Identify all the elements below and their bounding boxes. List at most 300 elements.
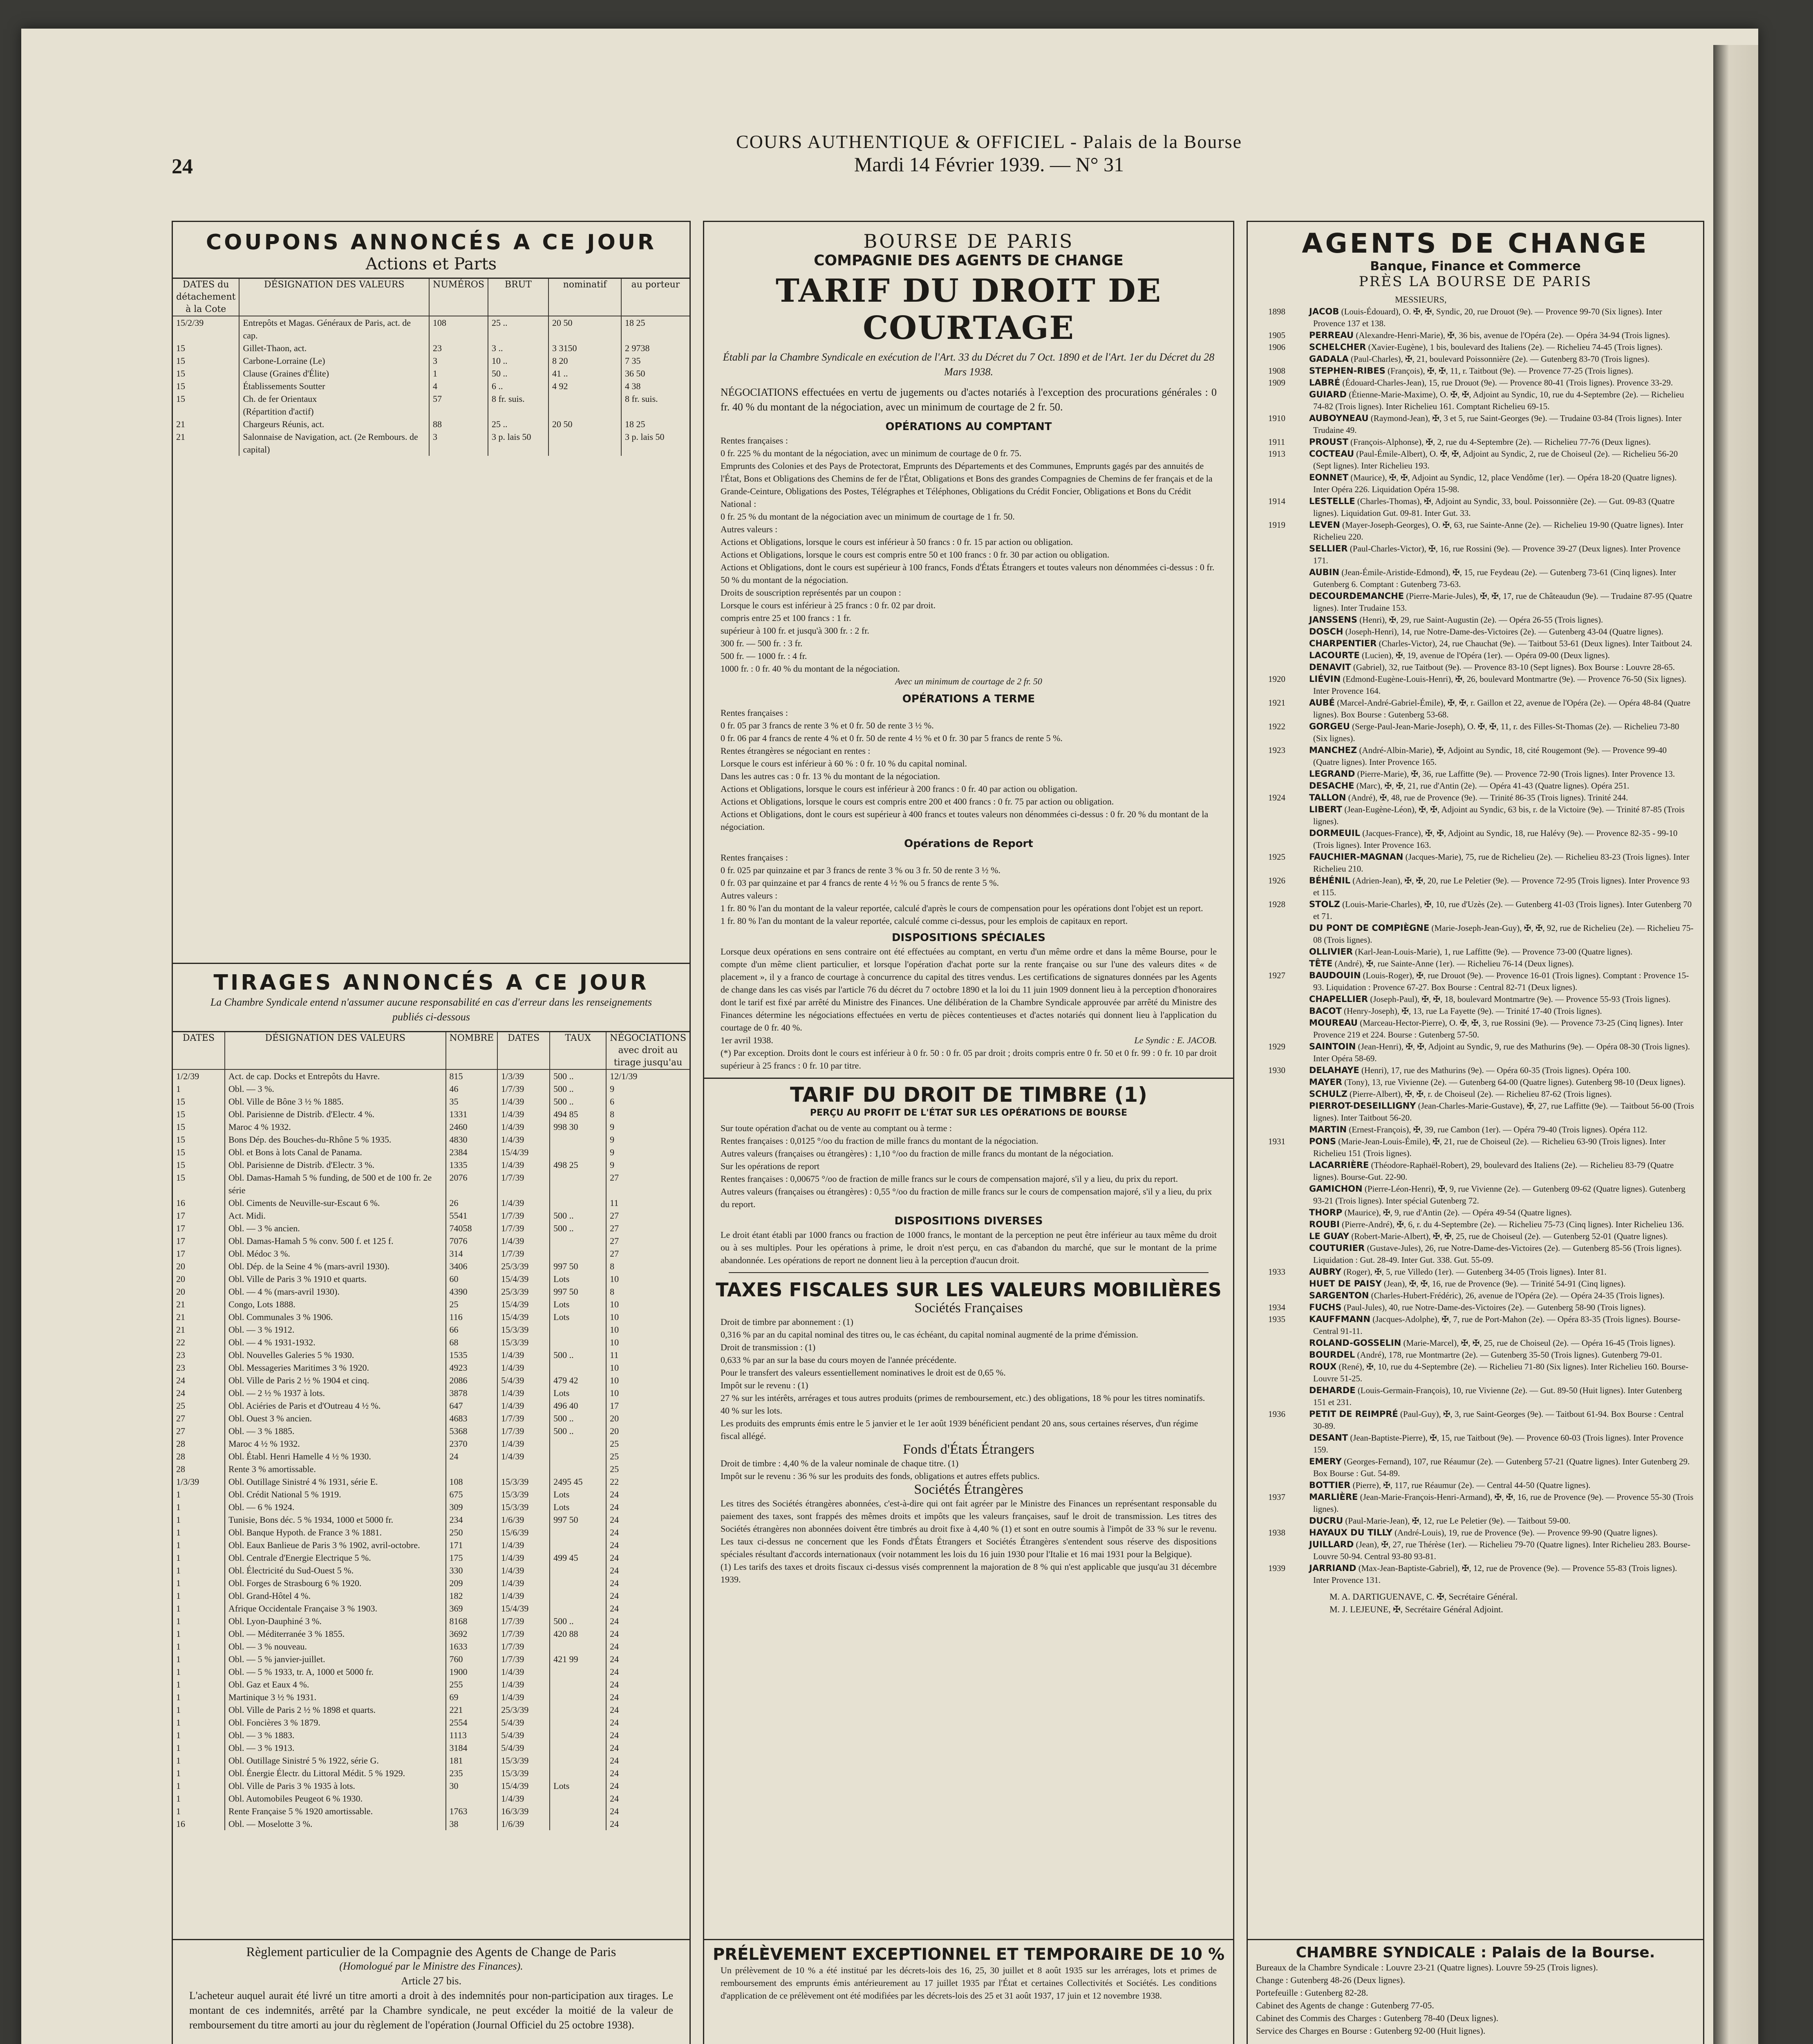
tirage-cell bbox=[550, 1526, 606, 1539]
agent-year: 1938 bbox=[1268, 1528, 1285, 1537]
tirage-cell: 23 bbox=[176, 1363, 185, 1373]
tirage-cell bbox=[550, 1133, 606, 1146]
coupons-blank bbox=[173, 456, 689, 963]
tirage-cell: Lots bbox=[550, 1488, 606, 1501]
tirage-cell: 15 bbox=[176, 1096, 185, 1107]
agent-year: 1920 bbox=[1268, 674, 1285, 684]
tirage-cell: 15 bbox=[176, 1109, 185, 1119]
agent-detail: (François-Alphonse), ✠, 2, rue du 4-Septembre (2e). — Richelieu 77-76 (Deux lignes). bbox=[1350, 437, 1651, 447]
coupon-row bbox=[173, 354, 689, 367]
tirage-cell: 24 bbox=[606, 1678, 689, 1691]
tirage-cell: 15 bbox=[176, 1147, 185, 1157]
tirage-cell bbox=[497, 1463, 550, 1475]
coupon-cell: 108 bbox=[429, 316, 488, 342]
report-line: 1 fr. 80 % l'an du montant de la valeur reportée, calculé comme ci-dessus, pour les emplois de capitaux en report. bbox=[721, 916, 1128, 926]
agent-entry bbox=[1248, 1183, 1695, 1207]
agent-entry bbox=[1248, 804, 1695, 827]
agent-name: DESACHE bbox=[1309, 781, 1354, 791]
tirage-row bbox=[173, 1741, 689, 1754]
tirage-row bbox=[173, 1615, 689, 1627]
tirage-cell: 8 bbox=[606, 1260, 689, 1273]
tirage-cell: 35 bbox=[446, 1095, 498, 1108]
tirage-cell: Act. Midi. bbox=[225, 1209, 446, 1222]
agent-name: GORGEU bbox=[1309, 722, 1350, 731]
tirage-cell: 234 bbox=[446, 1513, 498, 1526]
tirage-row bbox=[173, 1387, 689, 1399]
tirage-cell: 1/4/39 bbox=[497, 1108, 550, 1121]
agent-name: PIERROT-DESEILLIGNY bbox=[1309, 1101, 1416, 1111]
tirage-cell: 1633 bbox=[446, 1640, 498, 1653]
agent-entry bbox=[1248, 1124, 1695, 1136]
tirage-cell: 15/4/39 bbox=[497, 1602, 550, 1615]
agent-name: PROUST bbox=[1309, 437, 1348, 447]
tirage-cell: 815 bbox=[446, 1069, 498, 1083]
tirage-cell: Obl. — 4 % 1931-1932. bbox=[225, 1336, 446, 1349]
tirage-cell: 25 bbox=[446, 1298, 498, 1311]
agent-detail: (Ernest-François), ✠, 39, rue Cambon (1er). — Opéra 79-40 (Trois lignes). Opéra 112. bbox=[1349, 1125, 1647, 1134]
tirage-row bbox=[173, 1069, 689, 1083]
tirage-cell: 24 bbox=[606, 1564, 689, 1577]
agent-name: AUBOYNEAU bbox=[1309, 413, 1369, 423]
tirage-cell: 1 bbox=[176, 1654, 181, 1664]
agent-entry bbox=[1248, 1349, 1695, 1361]
tirage-cell: 1 bbox=[176, 1755, 181, 1766]
agent-name: MARTIN bbox=[1309, 1125, 1347, 1134]
agent-year: 1909 bbox=[1268, 378, 1285, 388]
tirage-cell: 500 .. bbox=[550, 1615, 606, 1627]
agent-entry bbox=[1248, 899, 1695, 922]
agent-year: 1898 bbox=[1268, 307, 1285, 316]
tirage-row bbox=[173, 1539, 689, 1551]
tirage-cell: 15 bbox=[176, 1160, 185, 1170]
reglement-section bbox=[173, 1939, 689, 2033]
tirage-cell: 1 bbox=[176, 1705, 181, 1715]
coupon-cell: 4 38 bbox=[621, 380, 689, 392]
reglement-subtitle: (Homologué par le Ministre des Finances). bbox=[339, 1960, 523, 1972]
tirage-cell: 1/4/39 bbox=[497, 1387, 550, 1399]
agent-detail: (Karl-Jean-Louis-Marie), 1, rue Laffitte (9e). — Provence 73-00 (Quatre lignes). bbox=[1355, 947, 1633, 957]
agent-detail: (Joseph-Henri), 14, rue Notre-Dame-des-Victoires (2e). — Gutenberg 43-04 (Quatre lignes). bbox=[1345, 627, 1663, 637]
tirage-cell: 24 bbox=[606, 1754, 689, 1767]
coupon-row bbox=[173, 418, 689, 430]
comptant-line: Actions et Obligations, lorsque le cours est inférieur à 50 francs : 0 fr. 15 par action ou obligation. bbox=[721, 537, 1073, 547]
tirage-cell: 1/4/39 bbox=[497, 1792, 550, 1805]
tirage-row bbox=[173, 1488, 689, 1501]
tirage-cell: 760 bbox=[446, 1653, 498, 1665]
francaises-line: Pour le transfert des valeurs essentiellement nominatives le droit est de 0,65 %. bbox=[721, 1367, 1006, 1378]
coupon-cell: 15 bbox=[176, 394, 185, 404]
terme-line: Rentes françaises : bbox=[721, 708, 788, 718]
tirage-cell: 10 bbox=[606, 1387, 689, 1399]
tirage-row bbox=[173, 1792, 689, 1805]
tirages-title: TIRAGES ANNONCÉS A CE JOUR bbox=[213, 970, 649, 995]
tirage-cell bbox=[550, 1437, 606, 1450]
tirage-cell: 24 bbox=[606, 1526, 689, 1539]
agent-detail: (Charles-Hubert-Frédéric), 26, avenue de l'Opéra (2e). — Opéra 24-35 (Trois lignes). bbox=[1371, 1291, 1665, 1300]
agent-entry bbox=[1248, 1219, 1695, 1230]
tirage-cell: 369 bbox=[446, 1602, 498, 1615]
coupon-cell: 3 .. bbox=[488, 342, 548, 354]
timbre-title: TARIF DU DROIT DE TIMBRE (1) bbox=[790, 1083, 1147, 1107]
timbre-subtitle: PERÇU AU PROFIT DE L'ÉTAT SUR LES OPÉRATIONS DE BOURSE bbox=[810, 1108, 1128, 1118]
agent-name: ROUX bbox=[1309, 1362, 1337, 1372]
tirage-cell: 27 bbox=[176, 1426, 185, 1436]
agent-entry bbox=[1248, 946, 1695, 958]
agent-entry bbox=[1248, 329, 1695, 341]
agent-entry bbox=[1248, 341, 1695, 353]
tirage-cell: 116 bbox=[446, 1311, 498, 1323]
tirage-cell: 24 bbox=[606, 1818, 689, 1830]
comptant-line: supérieur à 100 fr. et jusqu'à 300 fr. : 2 fr. bbox=[721, 625, 869, 636]
agent-entry bbox=[1248, 768, 1695, 780]
tirage-cell: 997 50 bbox=[550, 1260, 606, 1273]
tirage-cell: 3692 bbox=[446, 1627, 498, 1640]
agent-name: OLLIVIER bbox=[1309, 947, 1353, 957]
tirage-cell: 500 .. bbox=[550, 1095, 606, 1108]
agent-entry bbox=[1248, 1242, 1695, 1266]
right-column bbox=[1247, 221, 1704, 2044]
agent-name: SCHELCHER bbox=[1309, 342, 1366, 352]
tirage-cell: Congo, Lots 1888. bbox=[225, 1298, 446, 1311]
minimum-note: Avec un minimum de courtage de 2 fr. 50 bbox=[895, 676, 1042, 686]
agent-entry bbox=[1248, 412, 1695, 436]
coupon-row bbox=[173, 316, 689, 342]
agent-name: CHARPENTIER bbox=[1309, 639, 1377, 648]
tirage-cell: 27 bbox=[606, 1222, 689, 1235]
tirage-cell: 21 bbox=[176, 1312, 185, 1322]
agent-detail: (Pierre-Albert), ✠, ✠, r. de Choiseul (2e). — Richelieu 87-62 (Trois lignes). bbox=[1350, 1089, 1612, 1099]
agent-entry bbox=[1248, 1527, 1695, 1539]
tirage-cell: 28 bbox=[176, 1451, 185, 1461]
tirage-cell: 255 bbox=[446, 1678, 498, 1691]
tirage-cell: Obl. Ciments de Neuville-sur-Escaut 6 %. bbox=[225, 1197, 446, 1209]
tirage-cell: 1 bbox=[176, 1603, 181, 1614]
agent-name: KAUFFMANN bbox=[1309, 1314, 1370, 1324]
tirage-cell: 10 bbox=[606, 1311, 689, 1323]
coupon-cell: 8 fr. suis. bbox=[488, 392, 548, 405]
agent-detail: (Pierre), ✠, 117, rue Réaumur (2e). — Central 44-50 (Quatre lignes). bbox=[1352, 1480, 1591, 1490]
tirage-row bbox=[173, 1475, 689, 1488]
tirage-cell: 1 bbox=[176, 1616, 181, 1626]
agent-detail: (Edmond-Eugène-Louis-Henri), ✠, 26, boulevard Montmartre (9e). — Provence 76-50 (Six lignes). Inter Provence 164. bbox=[1313, 674, 1686, 696]
tirages-section bbox=[173, 963, 689, 1031]
tirage-cell: 1/7/39 bbox=[497, 1171, 550, 1197]
tirage-cell: Obl. — 2 ½ % 1937 à lots. bbox=[225, 1387, 446, 1399]
coupon-cell: 2 9738 bbox=[621, 342, 689, 354]
tirage-cell: 10 bbox=[606, 1273, 689, 1285]
agent-detail: (Jean), ✠, ✠, 16, rue de Provence (9e). — Trinité 54-91 (Cinq lignes). bbox=[1383, 1279, 1626, 1289]
tirage-cell: 24 bbox=[606, 1551, 689, 1564]
agent-year: 1924 bbox=[1268, 793, 1285, 802]
tirage-cell: 15/3/39 bbox=[497, 1754, 550, 1767]
tirage-row bbox=[173, 1665, 689, 1678]
agent-name: JANSSENS bbox=[1309, 615, 1357, 625]
timbre-line: Autres valeurs (françaises ou étrangères) : 1,10 °/oo du fraction de mille francs du montant de la négociation. bbox=[721, 1148, 1114, 1159]
tirage-cell: 1/4/39 bbox=[497, 1437, 550, 1450]
tirage-cell: Obl. Lyon-Dauphiné 3 %. bbox=[225, 1615, 446, 1627]
agent-entry bbox=[1248, 721, 1695, 744]
tirage-cell: 1/4/39 bbox=[497, 1121, 550, 1133]
agent-entry bbox=[1248, 792, 1695, 804]
tirage-cell: 11 bbox=[606, 1349, 689, 1361]
tirage-cell: 24 bbox=[606, 1716, 689, 1729]
agent-name: LABRÉ bbox=[1309, 378, 1341, 388]
agent-entry bbox=[1248, 993, 1695, 1005]
agent-detail: (Marie-Marcel), ✠, ✠, 25, rue de Choiseul (2e). — Opéra 16-45 (Trois lignes). bbox=[1403, 1338, 1675, 1348]
tirage-cell: Act. de cap. Docks et Entrepôts du Havre. bbox=[225, 1069, 446, 1083]
tirage-cell: 1/4/39 bbox=[497, 1551, 550, 1564]
tirage-cell: 1 bbox=[176, 1515, 181, 1525]
tirage-cell: 17 bbox=[176, 1236, 185, 1246]
agent-entry bbox=[1248, 744, 1695, 768]
agent-entry bbox=[1248, 780, 1695, 792]
coupon-cell: 4 bbox=[429, 380, 488, 392]
tirage-cell: 1/7/39 bbox=[497, 1222, 550, 1235]
tirage-cell bbox=[550, 1463, 606, 1475]
agent-entry bbox=[1248, 1278, 1695, 1290]
tirage-cell: 24 bbox=[606, 1488, 689, 1501]
tirage-cell: 10 bbox=[606, 1374, 689, 1387]
tirage-row bbox=[173, 1678, 689, 1691]
agent-detail: (Marc), ✠, ✠, 21, rue d'Antin (2e). — Opéra 41-43 (Quatre lignes). Opéra 251. bbox=[1356, 781, 1629, 791]
coupon-cell bbox=[548, 405, 621, 418]
agent-detail: (Max-Jean-Baptiste-Gabriel), ✠, 12, rue de Provence (9e). — Provence 55-83 (Trois lignes). Inter Provence 131. bbox=[1313, 1563, 1677, 1585]
agent-detail: (Pierre-André), ✠, 6, r. du 4-Septembre (2e). — Richelieu 75-73 (Cinq lignes). Inter Richelieu 136. bbox=[1342, 1219, 1684, 1229]
tirage-cell: Obl. Crédit National 5 % 1919. bbox=[225, 1488, 446, 1501]
coupons-col-brut: BRUT bbox=[488, 279, 548, 316]
agent-detail: (Gustave-Jules), 26, rue Notre-Dame-des-Victoires (2e). — Gutenberg 85-56 (Trois lignes). Liquidation : Gut. 28-49. Inter Gut. 338. Gut. 55-09. bbox=[1313, 1243, 1682, 1265]
comptant-line: Actions et Obligations, lorsque le cours est compris entre 50 et 100 francs : 0 fr. 30 par action ou obligation. bbox=[721, 549, 1110, 560]
tirage-cell: 1 bbox=[176, 1730, 181, 1740]
prelevement-title: PRÉLÈVEMENT EXCEPTIONNEL ET TEMPORAIRE DE 10 % bbox=[712, 1945, 1225, 1964]
tirage-cell: 1331 bbox=[446, 1108, 498, 1121]
agent-entry bbox=[1248, 1230, 1695, 1242]
tirage-row bbox=[173, 1133, 689, 1146]
tirage-cell: 25 bbox=[606, 1437, 689, 1450]
comptant-line: 0 fr. 225 % du montant de la négociation, avec un minimum de courtage de 0 fr. 75. bbox=[721, 448, 1022, 458]
tirage-cell: Obl. Damas-Hamah 5 % conv. 500 f. et 125 f. bbox=[225, 1235, 446, 1247]
coupon-cell: 21 bbox=[176, 419, 185, 429]
tirage-cell: 69 bbox=[446, 1691, 498, 1703]
timbre-line: Rentes françaises : 0,00675 °/oo de fraction de mille francs sur le cours de compensation majoré, s'il y a lieu, du prix du report. bbox=[721, 1174, 1178, 1184]
tirage-row bbox=[173, 1767, 689, 1780]
tirage-cell bbox=[446, 1792, 498, 1805]
agent-entry bbox=[1248, 1539, 1695, 1562]
tirage-cell: 1/4/39 bbox=[497, 1349, 550, 1361]
agent-detail: (André-Albin-Marie), ✠, Adjoint au Syndic, 18, cité Rougemont (9e). — Provence 99-40 (Quatre lignes). Inter Provence 165. bbox=[1313, 745, 1667, 767]
tirage-cell: 25/3/39 bbox=[497, 1703, 550, 1716]
coupon-row bbox=[173, 342, 689, 354]
coupon-cell: 21 bbox=[176, 432, 185, 442]
tirage-cell: Obl. Centrale d'Energie Electrique 5 %. bbox=[225, 1551, 446, 1564]
agent-entry bbox=[1248, 1479, 1695, 1491]
agent-entry bbox=[1248, 436, 1695, 448]
tirage-cell: Obl. Électricité du Sud-Ouest 5 %. bbox=[225, 1564, 446, 1577]
agent-name: SAINTOIN bbox=[1309, 1042, 1356, 1051]
tirage-cell: 15/4/39 bbox=[497, 1146, 550, 1159]
tirage-cell: 182 bbox=[446, 1589, 498, 1602]
tirage-row bbox=[173, 1146, 689, 1159]
tirage-cell: 479 42 bbox=[550, 1374, 606, 1387]
agent-name: DU PONT DE COMPIÈGNE bbox=[1309, 923, 1430, 933]
tirage-row bbox=[173, 1260, 689, 1273]
speciales-text: Lorsque deux opérations en sens contraire ont été effectuées au comptant, en vertu d'un même ordre et dans la même Bourse, pour le compte d'un même client particulier, et lorsque l'opération d'achat porte sur la rente française ou sur l'une des valeurs dites « de placement », il y a franco de courtage à concurrence du capital des titres vendus. Les certifications de signatures données par les Agents de change dans les cas visés par l'article 76 du décret du 7 octobre 1890 et la loi du 11 juin 1909 donnent lieu à la perception d'honoraires dont le tarif est fixé par arrêté du Ministre des Finances. Une délibération de la Chambre Syndicale approuvée par arrêté du Ministre des Finances détermine les négociations effectuées en vertu de pièces contentieuses et d'actes notariés qui donnent lieu à l'application du courtage de 0 fr. 40 %. bbox=[721, 946, 1217, 1033]
agent-year: 1934 bbox=[1268, 1302, 1285, 1312]
tirage-row bbox=[173, 1323, 689, 1336]
tirage-cell: Obl. Aciéries de Paris et d'Outreau 4 ½ %. bbox=[225, 1399, 446, 1412]
tirage-cell: 20 bbox=[606, 1425, 689, 1437]
tirage-cell bbox=[550, 1665, 606, 1678]
agent-entry bbox=[1248, 673, 1695, 697]
agent-year: 1911 bbox=[1268, 437, 1285, 447]
tirage-cell bbox=[550, 1691, 606, 1703]
tirage-cell: 25/3/39 bbox=[497, 1260, 550, 1273]
tirage-row bbox=[173, 1412, 689, 1425]
agent-detail: (André), ✠, rue Sainte-Anne (1er). — Richelieu 76-14 (Deux lignes). bbox=[1334, 959, 1574, 968]
francaises-line: Droit de timbre par abonnement : (1) bbox=[721, 1317, 854, 1327]
agent-detail: (Marcel-André-Gabriel-Émile), ✠, ✠, r. Gaillon et 22, avenue de l'Opéra (2e). — Opéra 48-84 (Quatre lignes). Box Bourse : Gutenberg 53-68. bbox=[1313, 698, 1690, 719]
agent-year: 1913 bbox=[1268, 449, 1285, 459]
tirage-row bbox=[173, 1209, 689, 1222]
coupon-cell: 4 92 bbox=[548, 380, 621, 392]
tirage-cell: 10 bbox=[606, 1323, 689, 1336]
agent-entry bbox=[1248, 1515, 1695, 1527]
tirage-cell: 46 bbox=[446, 1083, 498, 1095]
tirage-cell bbox=[550, 1716, 606, 1729]
tirage-cell: 24 bbox=[606, 1729, 689, 1741]
tirage-cell: 171 bbox=[446, 1539, 498, 1551]
tirage-row bbox=[173, 1640, 689, 1653]
comptant-line: Emprunts des Colonies et des Pays de Protectorat, Emprunts des Départements et des Communes, Emprunts gagés par des annuités de l'État, Bons et Obligations des Chemins de fer de l'État, Obligations et Bons des grandes Compagnies de Chemins de fer français et de la Grande-Ceinture, Obligations des Postes, Télégraphes et Téléphones, Obligations du Crédit Foncier, Obligations et Bons du Crédit National : bbox=[721, 461, 1213, 509]
agent-entry bbox=[1248, 1562, 1695, 1586]
etrangeres-text: Les titres des Sociétés étrangères abonnées, c'est-à-dire qui ont fait agréer par le Ministre des Finances un représentant responsable du paiement des taxes, sont frappés des mêmes droits et impôts que les valeurs françaises, sauf le droit de transmission. Les titres des Sociétés étrangères non abonnées doivent être timbrés au droit fixe à 4,40 % (1) et sont en outre soumis à l'impôt de 33 % sur le revenu. Les taux ci-dessus ne concernent que les Fonds d'États Étrangers et Sociétés Étrangères s'entendent sous réserve des dispositions spéciales résultant d'accords internationaux (voir notamment les lois du 16 juin 1930 pour l'Italie et 16 mai 1931 pour la Belgique). bbox=[721, 1498, 1217, 1559]
agent-detail: (Pierre-Marie-Jules), ✠, ✠, 17, rue de Châteaudun (9e). — Trudaine 87-95 (Quatre lignes). Inter Trudaine 153. bbox=[1313, 591, 1692, 613]
agent-name: TALLON bbox=[1309, 793, 1346, 802]
tirage-cell: Obl. Damas-Hamah 5 % funding, de 500 et de 100 fr. 2e série bbox=[225, 1171, 446, 1197]
agent-detail: (Jacques-Adolphe), ✠, 7, rue de Port-Mahon (2e). — Opéra 83-35 (Trois lignes). Bourse-Central 91-11. bbox=[1313, 1314, 1681, 1336]
tirage-cell: 24 bbox=[446, 1450, 498, 1463]
agent-year: 1925 bbox=[1268, 852, 1285, 862]
agent-name: ROUBI bbox=[1309, 1219, 1340, 1229]
coupon-cell: 7 35 bbox=[621, 354, 689, 367]
timbre-line: Rentes françaises : 0,0125 °/oo du fraction de mille francs du montant de la négociation. bbox=[721, 1136, 1039, 1146]
tirage-row bbox=[173, 1437, 689, 1450]
agent-detail: (Jean-Baptiste-Pierre), ✠, 15, rue Taitbout (9e). — Provence 60-03 (Trois lignes). Inter Provence 159. bbox=[1313, 1433, 1683, 1455]
etats-line: Droit de timbre : 4,40 % de la valeur nominale de chaque titre. (1) bbox=[721, 1458, 959, 1468]
agent-detail: (Marceau-Hector-Pierre), O. ✠, ✠, 3, rue Rossini (9e). — Provence 73-25 (Cinq lignes). Inter Provence 219 et 224. Bourse : Gutenberg 57-50. bbox=[1313, 1018, 1683, 1040]
agent-detail: (Charles-Thomas), ✠, Adjoint au Syndic, 33, boul. Poissonnière (2e). — Gut. 09-83 (Quatre lignes). Liquidation Gut. 09-81. Inter Gut. 33. bbox=[1313, 496, 1675, 518]
report-line: Autres valeurs : bbox=[721, 890, 778, 901]
tirage-cell: 1/7/39 bbox=[497, 1615, 550, 1627]
tirage-cell: 1763 bbox=[446, 1805, 498, 1818]
coupon-cell bbox=[548, 430, 621, 456]
agent-name: SARGENTON bbox=[1309, 1291, 1369, 1300]
tirage-cell: Obl. Ouest 3 % ancien. bbox=[225, 1412, 446, 1425]
terme-line: Lorsque le cours est inférieur à 60 % : 0 fr. 10 % du capital nominal. bbox=[721, 758, 967, 769]
tirage-cell: 1 bbox=[176, 1502, 181, 1512]
agent-name: JARRIAND bbox=[1309, 1563, 1356, 1573]
tirage-row bbox=[173, 1336, 689, 1349]
agent-detail: (Louis-Marie-Charles), ✠, 10, rue d'Uzès (2e). — Gutenberg 41-03 (Trois lignes). Inter Gutenberg 70 et 71. bbox=[1313, 899, 1692, 921]
tirage-row bbox=[173, 1235, 689, 1247]
agent-year: 1908 bbox=[1268, 366, 1285, 376]
agent-name: LESTELLE bbox=[1309, 496, 1355, 506]
tirage-cell: 1 bbox=[176, 1768, 181, 1778]
agent-detail: (Gabriel), 32, rue Taitbout (9e). — Provence 83-10 (Sept lignes). Box Bourse : Louvre 28-65. bbox=[1353, 662, 1675, 672]
agent-year: 1905 bbox=[1268, 330, 1285, 340]
agent-entry bbox=[1248, 1385, 1695, 1408]
francaises-line: 0,633 % par an sur la base du cours moyen de l'année précédente. bbox=[721, 1355, 956, 1365]
agent-entry bbox=[1248, 543, 1695, 567]
coupons-rows bbox=[173, 316, 689, 456]
agent-name: BACOT bbox=[1309, 1006, 1342, 1016]
tirage-cell: 15/4/39 bbox=[497, 1311, 550, 1323]
tirage-cell: 20 bbox=[176, 1261, 185, 1271]
comptant-line: Lorsque le cours est inférieur à 25 francs : 0 fr. 02 par droit. bbox=[721, 600, 936, 610]
tirages-col-dates: DATES bbox=[497, 1032, 550, 1070]
francaises-line: 0,316 % par an du capital nominal des titres ou, le cas échéant, du capital nominal augmenté de la prime d'émission. bbox=[721, 1329, 1138, 1340]
tirage-cell: 421 99 bbox=[550, 1653, 606, 1665]
agent-entry bbox=[1248, 638, 1695, 650]
tirage-cell: 1/4/39 bbox=[497, 1589, 550, 1602]
coupon-cell: 18 25 bbox=[621, 418, 689, 430]
agent-name: DECOURDEMANCHE bbox=[1309, 591, 1404, 601]
agent-year: 1919 bbox=[1268, 520, 1285, 530]
tirage-cell: 24 bbox=[606, 1741, 689, 1754]
coupon-cell: 57 bbox=[429, 392, 488, 405]
agent-detail: (Pierre-Marie), ✠, 36, rue Laffitte (9e). — Provence 72-90 (Trois lignes). Inter Provence 13. bbox=[1357, 769, 1675, 779]
tirage-cell: 24 bbox=[606, 1539, 689, 1551]
agent-detail: (Henri), 17, rue des Mathurins (9e). — Opéra 60-35 (Trois lignes). Opéra 100. bbox=[1361, 1065, 1631, 1075]
tirage-cell: Obl. Eaux Banlieue de Paris 3 % 1902, avril-octobre. bbox=[225, 1539, 446, 1551]
coupons-col-porteur: au porteur bbox=[621, 279, 689, 316]
tirage-cell bbox=[550, 1703, 606, 1716]
agent-year: 1914 bbox=[1268, 496, 1285, 506]
tirage-cell: 25 bbox=[606, 1463, 689, 1475]
agent-entry bbox=[1248, 626, 1695, 638]
tirage-cell: 235 bbox=[446, 1767, 498, 1780]
report-line: 1 fr. 80 % l'an du montant de la valeur reportée, calculé d'après le cours de compensation pour les opérations dont l'objet est un report. bbox=[721, 903, 1203, 913]
agent-name: GAMICHON bbox=[1309, 1184, 1363, 1194]
tarif-title: TARIF DU DROIT DE COURTAGE bbox=[775, 272, 1162, 347]
tirage-row bbox=[173, 1273, 689, 1285]
tirage-cell: 22 bbox=[606, 1475, 689, 1488]
terme-line: 0 fr. 05 par 3 francs de rente 3 % et 0 fr. 50 de rente 3 ½ %. bbox=[721, 720, 934, 731]
tirage-cell: 24 bbox=[606, 1665, 689, 1678]
tirage-cell: 2384 bbox=[446, 1146, 498, 1159]
tirage-cell: Obl. — 3 % nouveau. bbox=[225, 1640, 446, 1653]
comptant-line: Droits de souscription représentés par un coupon : bbox=[721, 587, 901, 598]
tirage-row bbox=[173, 1171, 689, 1197]
agent-year: 1923 bbox=[1268, 745, 1285, 755]
tirage-cell: Rente 3 % amortissable. bbox=[225, 1463, 446, 1475]
terme-title: OPÉRATIONS A TERME bbox=[902, 693, 1035, 705]
coupon-cell: Salonnaise de Navigation, act. (2e Rembours. de capital) bbox=[239, 430, 429, 456]
tirage-cell: 314 bbox=[446, 1247, 498, 1260]
reglement-article: Article 27 bis. bbox=[401, 1975, 462, 1987]
tirage-cell: 500 .. bbox=[550, 1083, 606, 1095]
tirage-cell: 1/4/39 bbox=[497, 1678, 550, 1691]
tirage-cell: Obl. Dép. de la Seine 4 % (mars-avril 1930). bbox=[225, 1260, 446, 1273]
tirage-cell: 221 bbox=[446, 1703, 498, 1716]
agent-name: GUIARD bbox=[1309, 390, 1347, 399]
tirage-cell: 209 bbox=[446, 1577, 498, 1589]
reglement-title: Règlement particulier de la Compagnie des Agents de Change de Paris bbox=[246, 1944, 616, 1959]
tirage-cell bbox=[550, 1792, 606, 1805]
tirage-cell: 1 bbox=[176, 1641, 181, 1652]
coupons-title: COUPONS ANNONCÉS A CE JOUR bbox=[206, 230, 657, 255]
comptant-line: Autres valeurs : bbox=[721, 524, 778, 534]
